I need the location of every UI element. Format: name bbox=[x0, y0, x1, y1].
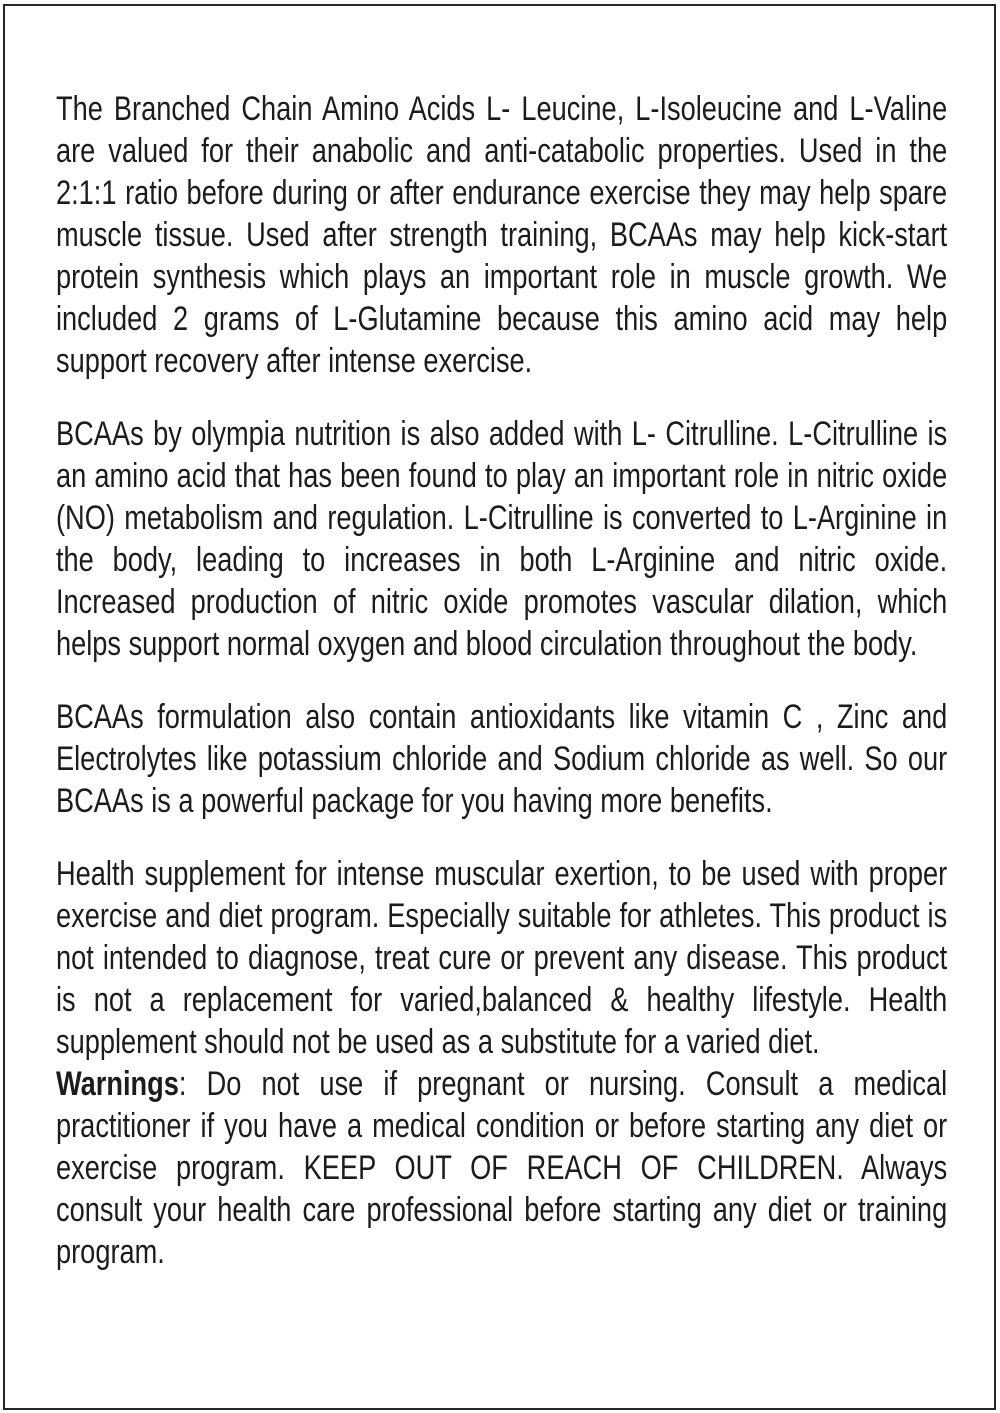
paragraph-bcaa-intro: The Branched Chain Amino Acids L- Leucine, L-Isoleucine and L-Valine are valued for their anabolic and anti-catabolic properties. Used in the 2:1:1 ratio before during or after endurance exercise they may help spare muscle tissue. Used after strength training, BCAAs may help kick-start protein synthesis which plays an important role in muscle growth. We included 2 grams of L-Glutamine because this amino acid may help support recovery after intense exercise. bbox=[56, 90, 948, 380]
warnings-label: Warnings bbox=[56, 1065, 179, 1103]
paragraph-citrulline: BCAAs by olympia nutrition is also added with L- Citrulline. L-Citrulline is an amino acid that has been found to play an important role in nitric oxide (NO) metabolism and regulation. L-Citrulline is converted to L-Arginine in the body, leading to increases in both L-Arginine and nitric oxide. Increased production of nitric oxide promotes vascular dilation, which helps support normal oxygen and blood circulation throughout the body. bbox=[56, 415, 948, 663]
paragraph-antioxidants: BCAAs formulation also contain antioxidants like vitamin C , Zinc and Electrolytes like potassium chloride and Sodium chloride as well. So our BCAAs is a powerful package for you having more benefits. bbox=[56, 698, 948, 820]
paragraph-health-supplement: Health supplement for intense muscular exertion, to be used with proper exercise and diet program. Especially suitable for athletes. This product is not intended to diagnose, treat cure or prevent any disease. This product is not a replacement for varied,balanced & healthy lifestyle. Health supplement should not be used as a substitute for a varied diet. bbox=[56, 855, 948, 1061]
label-text-block bbox=[56, 88, 947, 1273]
warnings-body: : Do not use if pregnant or nursing. Consult a medical practitioner if you have a medical condition or before starting any diet or exercise program. KEEP OUT OF REACH OF CHILDREN. Always consult your health care professional before starting any diet or training program. bbox=[56, 1065, 948, 1271]
paragraph-warnings bbox=[56, 1063, 947, 1273]
